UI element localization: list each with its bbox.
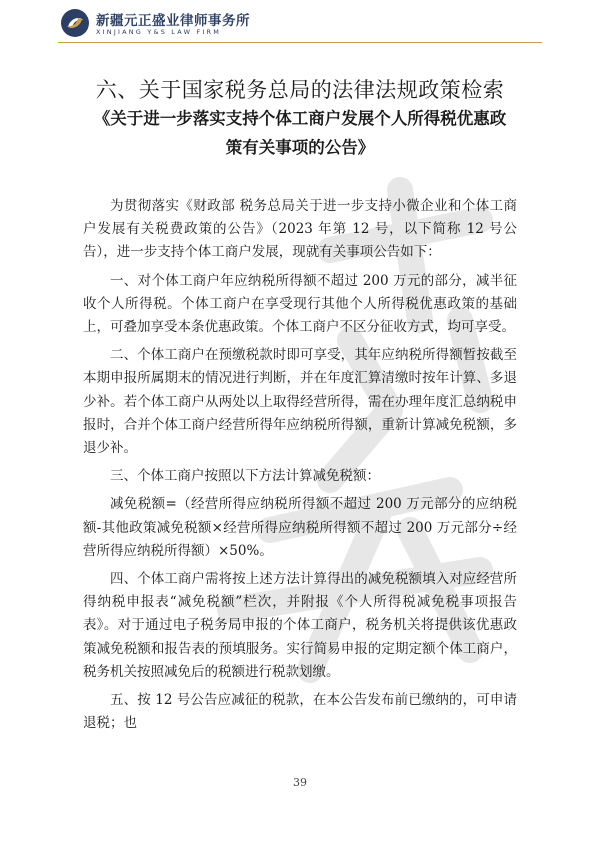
header-divider — [58, 42, 542, 43]
paragraph-intro: 为贯彻落实《财政部 税务总局关于进一步支持小微企业和个体工商户发展有关税费政策的公告》（2023 年第 12 号，以下简称 12 号公告），进一步支持个体工商户发展，现就有关事项公告如下： — [83, 198, 517, 261]
document-title-line-1: 《关于进一步落实支持个体工商户发展个人所得税优惠政 — [93, 109, 507, 128]
document-title-line-2: 策有关事项的公告》 — [225, 138, 375, 157]
paragraph-3: 三、个体工商户按照以下方法计算减免税额： — [110, 468, 380, 485]
paragraph-formula: 减免税额=（经营所得应纳税所得额不超过 200 万元部分的应纳税额-其他政策减免税额×经营所得应纳税所得额不超过 200 万元部分÷经营所得应纳税所得额）×50%。 — [83, 496, 517, 559]
firm-logo — [60, 6, 320, 40]
section-heading: 六、关于国家税务总局的法律法规政策检索 — [95, 78, 505, 102]
document-title — [0, 104, 600, 162]
paragraph-5: 五、按 12 号公告应减征的税款，在本公告发布前已缴纳的，可申请退税；也 — [83, 692, 517, 732]
body-text — [83, 195, 517, 740]
paragraph-4: 四、个体工商户需将按上述方法计算得出的减免税额填入对应经营所得纳税申报表“减免税额”栏次，并附报《个人所得税减免税事项报告表》。对于通过电子税务局申报的个体工商户，税务机关将提供该优惠政策减免税额和报告表的预填服务。实行简易申报的定期定额个体工商户，税务机关按照减免后的税额进行税款划缴。 — [83, 571, 517, 680]
paragraph-2: 二、个体工商户在预缴税款时即可享受，其年应纳税所得额暂按截至本期申报所属期末的情况进行判断，并在年度汇算清缴时按年计算、多退少补。若个体工商户从两处以上取得经营所得，需在办理年度汇总纳税申报时，合并个体工商户经营所得年应纳税所得额，重新计算减免税额，多退少补。 — [83, 347, 517, 457]
firm-logo-icon — [60, 8, 90, 38]
firm-name-en: XINJIANG Y&S LAW FIRM — [96, 28, 222, 36]
page-number: 39 — [293, 776, 307, 789]
paragraph-1: 一、对个体工商户年应纳税所得额不超过 200 万元的部分，减半征收个人所得税。个体工商户在享受现行其他个人所得税优惠政策的基础上，可叠加享受本条优惠政策。个体工商户不区分征收方式，均可享受。 — [83, 272, 517, 336]
firm-name-cn: 新疆元正盛业律师事务所 — [96, 13, 250, 29]
